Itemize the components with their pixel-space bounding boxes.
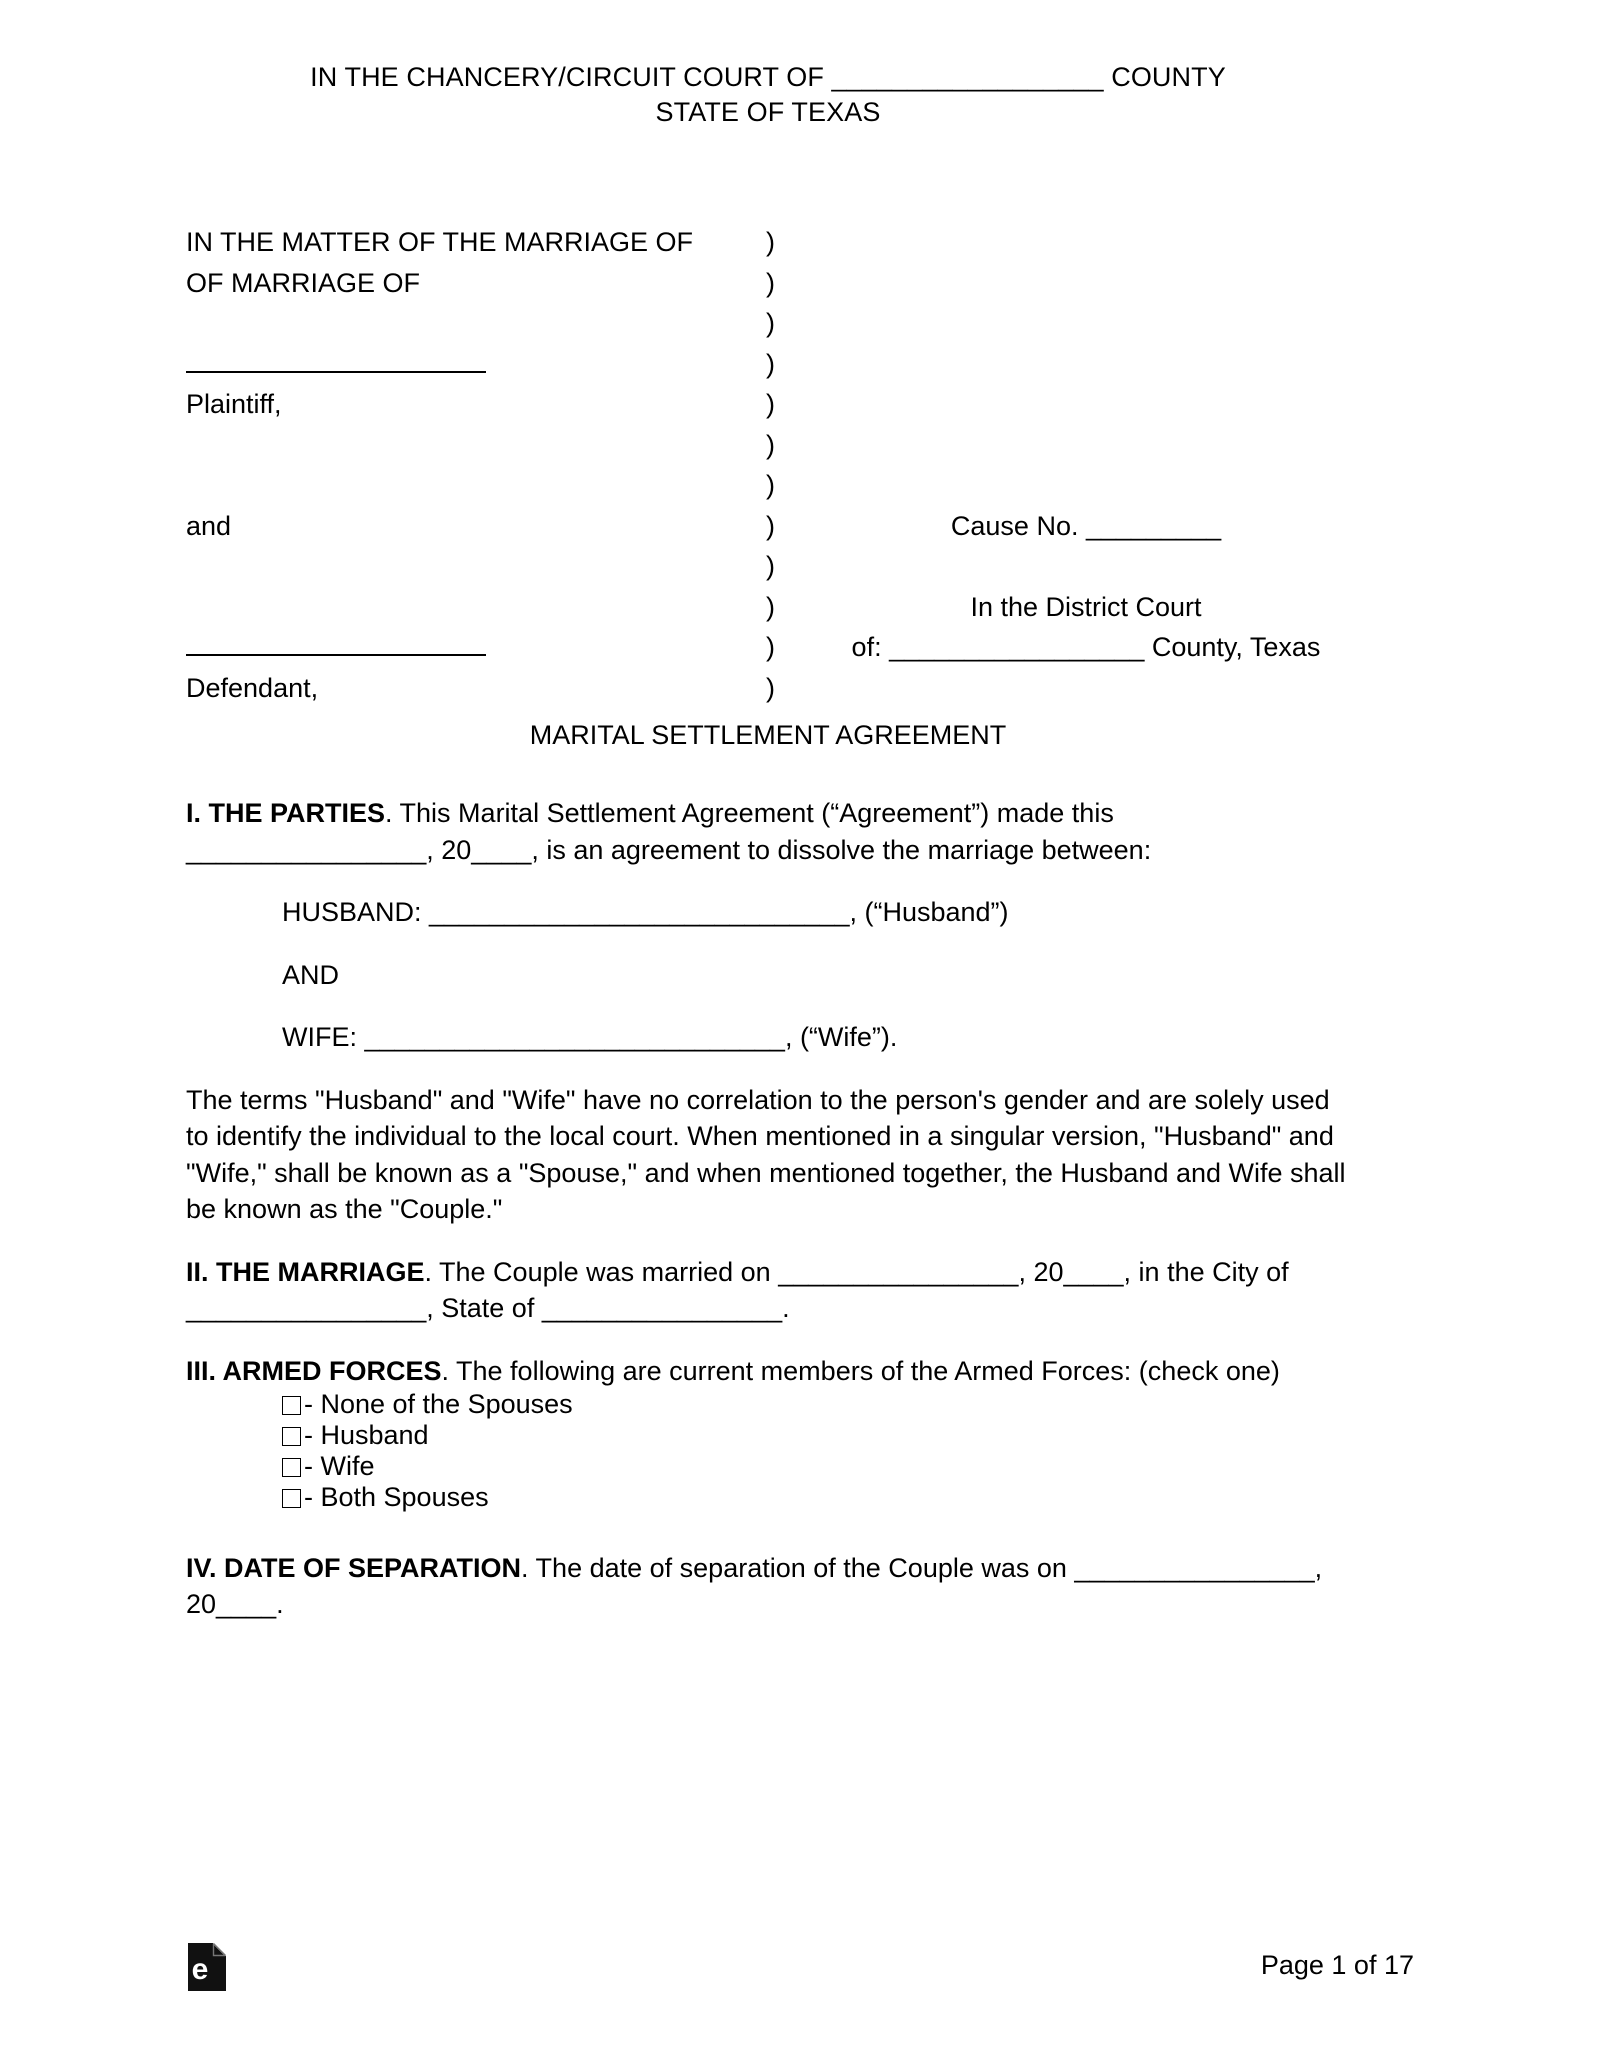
- cause-number-line: Cause No. _________: [950, 510, 1222, 541]
- caption-paren: ): [766, 591, 775, 622]
- section-marriage-heading: II. THE MARRIAGE: [186, 1256, 425, 1287]
- and-connector: AND: [282, 959, 340, 990]
- caption-row: IN THE MATTER OF THE MARRIAGE OF: [186, 227, 694, 257]
- caption-paren: ): [766, 227, 775, 257]
- checkbox-icon[interactable]: [282, 1458, 301, 1477]
- document-title: MARITAL SETTLEMENT AGREEMENT: [529, 720, 1007, 750]
- caption-left-column: [186, 222, 766, 708]
- armed-forces-option-wife[interactable]: [282, 1451, 1354, 1482]
- caption-paren: ): [766, 308, 775, 338]
- caption-right-row: [806, 425, 1366, 466]
- caption-paren: ): [766, 551, 775, 581]
- caption-paren: ): [766, 672, 775, 703]
- caption-row: [186, 425, 766, 466]
- caption-right-row: [806, 263, 1366, 304]
- terms-definition-paragraph: The terms "Husband" and "Wife" have no correlation to the person's gender and are solely used to identify the individual to the local court. When mentioned in a singular version, "Husband" and "Wife," shall be known as a "Spouse," and when mentioned together, the Husband and Wife shall be known as the "Couple.": [186, 1084, 1346, 1224]
- section-separation-heading: IV. DATE OF SEPARATION: [186, 1552, 522, 1583]
- plaintiff-label: Plaintiff,: [186, 389, 282, 419]
- caption-paren: ): [766, 632, 775, 662]
- caption-right-row: [806, 303, 1366, 344]
- armed-forces-option-none[interactable]: [282, 1389, 1354, 1420]
- defendant-label: Defendant,: [186, 672, 319, 703]
- plaintiff-rule: [186, 346, 486, 373]
- armed-forces-option-label: - Wife: [304, 1451, 375, 1481]
- caption-paren: ): [766, 470, 775, 500]
- section-parties-heading: I. THE PARTIES: [186, 798, 386, 828]
- caption-row: OF MARRIAGE OF: [186, 267, 421, 298]
- husband-line: HUSBAND: ____________________________, (“Husband”): [282, 897, 1009, 927]
- section-marriage: [186, 1254, 1354, 1327]
- caption-right-row: [806, 384, 1366, 425]
- section-armed-forces-heading: III. ARMED FORCES: [186, 1355, 442, 1386]
- section-parties-text: . This Marital Settlement Agreement (“Agreement”) made this ________________, 20____, is an agreement to dissolve the marriage between:: [186, 798, 1152, 865]
- caption-and-label: and: [186, 510, 232, 541]
- caption-row: [186, 587, 766, 628]
- caption-row: [186, 465, 766, 506]
- caption-right-column: [806, 222, 1366, 708]
- checkbox-icon[interactable]: [282, 1427, 301, 1446]
- armed-forces-option-label: - None of the Spouses: [304, 1389, 573, 1419]
- caption-row: [186, 303, 766, 344]
- eforms-logo-icon: [188, 1943, 226, 1991]
- armed-forces-option-both[interactable]: [282, 1482, 1354, 1513]
- court-header-line-1: IN THE CHANCERY/CIRCUIT COURT OF __________________ COUNTY: [310, 62, 1226, 92]
- caption-right-row: [806, 465, 1366, 506]
- caption-right-row: [806, 222, 1366, 263]
- district-court-line: In the District Court: [970, 591, 1202, 622]
- defendant-rule: [186, 629, 486, 656]
- section-armed-forces-text: . The following are current members of the Armed Forces: (check one): [441, 1355, 1280, 1386]
- armed-forces-option-husband[interactable]: [282, 1420, 1354, 1451]
- court-header-line-2: STATE OF TEXAS: [655, 97, 881, 127]
- checkbox-icon[interactable]: [282, 1489, 301, 1508]
- checkbox-icon[interactable]: [282, 1396, 301, 1415]
- section-separation-text: . The date of separation of the Couple was on ________________, 20____.: [186, 1552, 1323, 1619]
- caption-paren-column: [766, 222, 806, 708]
- caption-paren: ): [766, 429, 775, 460]
- page-number: Page 1 of 17: [1260, 1950, 1414, 1980]
- caption-right-row: [806, 546, 1366, 587]
- section-marriage-text: . The Couple was married on ________________, 20____, in the City of ________________, State of ________________.: [186, 1256, 1289, 1323]
- caption-row: [186, 546, 766, 587]
- caption-right-row: [806, 668, 1366, 709]
- document-body: [186, 795, 1354, 1649]
- caption-paren: ): [766, 267, 775, 298]
- section-armed-forces: [186, 1353, 1354, 1390]
- plaintiff-name-blank: [186, 344, 766, 385]
- caption-right-row: [806, 344, 1366, 385]
- svg-text:e: e: [191, 1953, 209, 1986]
- section-separation: [186, 1550, 1354, 1623]
- section-spacer: [186, 1513, 1354, 1550]
- defendant-name-blank: [186, 627, 766, 668]
- county-state-line: of: _________________ County, Texas: [851, 632, 1321, 662]
- caption-paren: ): [766, 348, 775, 379]
- section-parties: [186, 795, 1354, 868]
- armed-forces-option-list: [186, 1389, 1354, 1513]
- court-header: [186, 60, 1350, 130]
- wife-line: WIFE: ____________________________, (“Wife”).: [282, 1022, 898, 1052]
- armed-forces-option-label: - Both Spouses: [304, 1482, 489, 1512]
- armed-forces-option-label: - Husband: [304, 1420, 429, 1450]
- case-caption: [186, 222, 1366, 703]
- caption-paren: ): [766, 389, 775, 419]
- caption-paren: ): [766, 510, 775, 541]
